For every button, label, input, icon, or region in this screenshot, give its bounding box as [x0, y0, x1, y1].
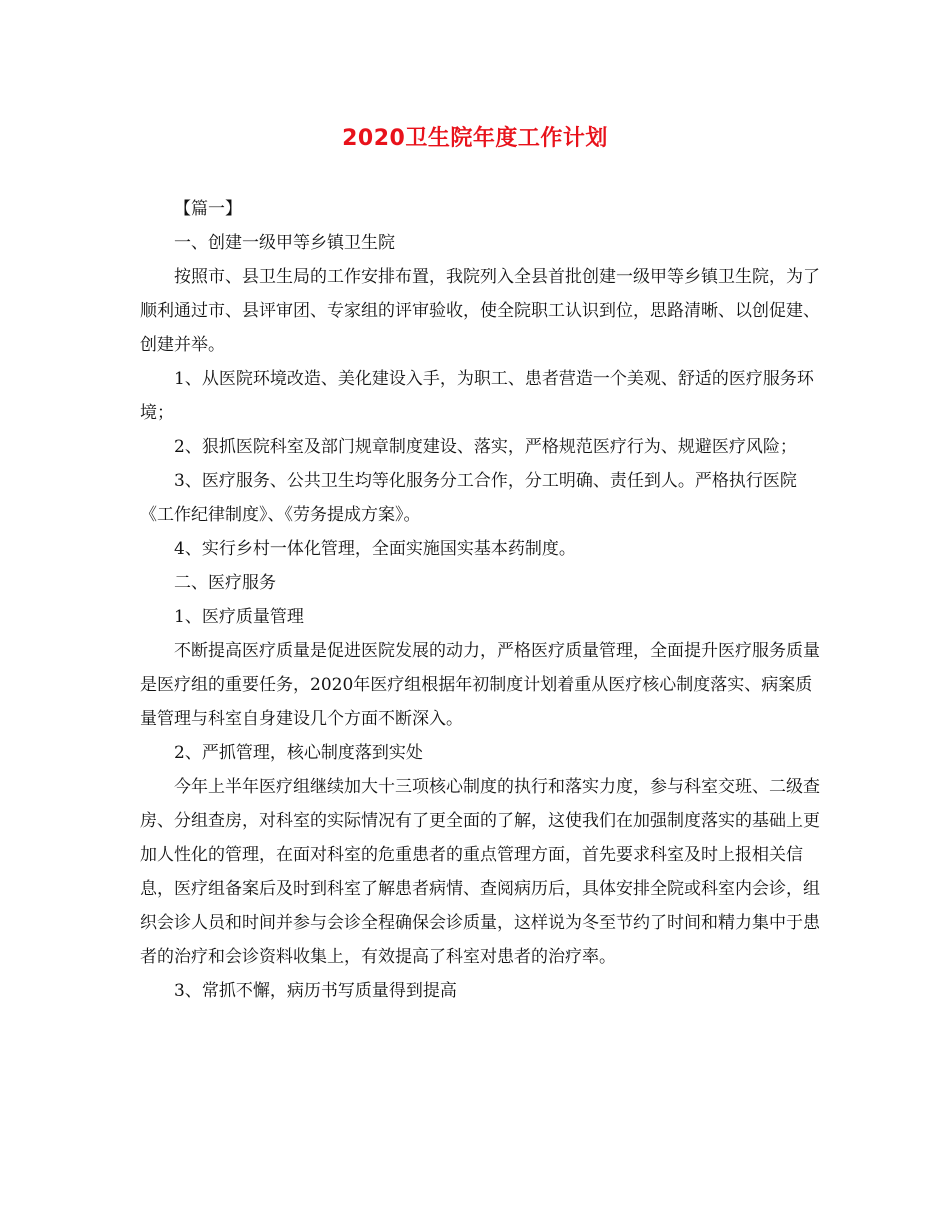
subheading-1: 1、医疗质量管理 — [174, 607, 304, 627]
subheading-3: 3、常抓不懈，病历书写质量得到提高 — [174, 981, 457, 1001]
paragraph: 不断提高医疗质量是促进医院发展的动力，严格医疗质量管理，全面提升医疗服务质量是医疗组的重要任务，2020年医疗组根据年初制度计划着重从医疗核心制度落实、病案质量管理与科室自身建设几个方面不断深入。 — [140, 641, 820, 729]
list-item-4: 4、实行乡村一体化管理，全面实施国实基本药制度。 — [174, 539, 576, 559]
list-item-2: 2、狠抓医院科室及部门规章制度建设、落实，严格规范医疗行为、规避医疗风险； — [174, 437, 797, 457]
paragraph: 今年上半年医疗组继续加大十三项核心制度的执行和落实力度，参与科室交班、二级查房、分组查房，对科室的实际情况有了更全面的了解，这使我们在加强制度落实的基础上更加人性化的管理，在面对科室的危重患者的重点管理方面，首先要求科室及时上报相关信息，医疗组备案后及时到科室了解患者病情、查阅病历后，具体安排全院或科室内会诊，组织会诊人员和时间并参与会诊全程确保会诊质量，这样说为冬至节约了时间和精力集中于患者的治疗和会诊资料收集上，有效提高了科室对患者的治疗率。 — [140, 777, 820, 967]
section-label: 【篇一】 — [174, 199, 242, 219]
list-item-1: 1、从医院环境改造、美化建设入手，为职工、患者营造一个美观、舒适的医疗服务环境； — [140, 369, 814, 423]
document-body — [140, 192, 820, 1008]
subheading-2: 2、严抓管理，核心制度落到实处 — [174, 743, 423, 763]
heading-2: 二、医疗服务 — [174, 573, 276, 593]
document-title: 2020卫生院年度工作计划 — [342, 126, 608, 151]
list-item-3: 3、医疗服务、公共卫生均等化服务分工合作，分工明确、责任到人。严格执行医院《工作纪律制度》、《劳务提成方案》。 — [140, 471, 797, 525]
paragraph: 按照市、县卫生局的工作安排布置，我院列入全县首批创建一级甲等乡镇卫生院，为了顺利通过市、县评审团、专家组的评审验收，使全院职工认识到位，思路清晰、以创促建、创建并举。 — [140, 267, 820, 355]
heading-1: 一、创建一级甲等乡镇卫生院 — [174, 233, 395, 253]
